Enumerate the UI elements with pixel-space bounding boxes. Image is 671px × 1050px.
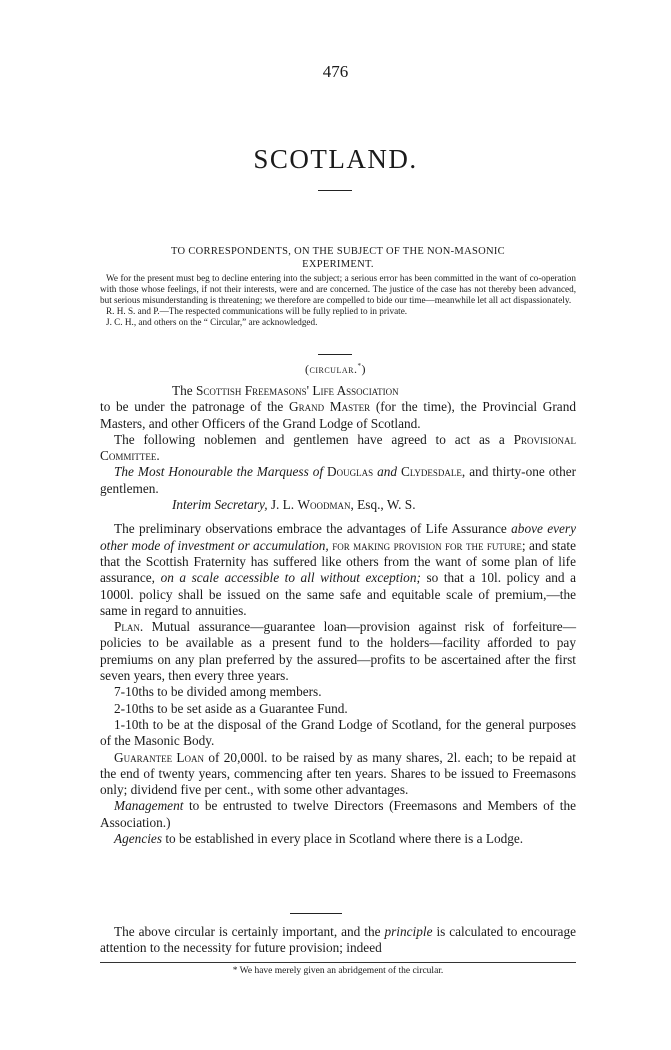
management-paragraph: Management to be entrusted to twelve Directors (Freemasons and Members of the Association.) xyxy=(100,798,576,830)
association-name: The Scottish Freemasons' Life Association xyxy=(172,383,399,398)
correspondents-reply: R. H. S. and P.—The respected communications will be fully replied to in private. xyxy=(106,306,408,316)
footnote-rule xyxy=(100,962,576,963)
committee-paragraph: The following noblemen and gentlemen have agreed to act as a Provisional Committee. xyxy=(100,431,576,464)
correspondents-paragraph: We for the present must beg to decline entering into the subject; a serious error has been committed in the want of co-operation with those whose feelings, if not their interests, were and are concerned. The justice of the case has not thereby been advanced, but serious misunderstanding is threatening; we therefore are compelled to bide our time—meanwhile let all act dispassionately. xyxy=(100,273,576,305)
correspondents-acknowledgement: J. C. H., and others on the “ Circular,” are acknowledged. xyxy=(106,317,318,327)
circular-label: (circular.*) xyxy=(305,362,366,376)
circular-body xyxy=(100,383,576,847)
profit-share-guarantee: 2-10ths to be set aside as a Guarantee Fund. xyxy=(114,700,348,716)
page-title: SCOTLAND. xyxy=(253,144,418,174)
patronage-paragraph: to be under the patronage of the Grand Master (for the time), the Provincial Grand Masters, and other Officers of the Grand Lodge of Scotland. xyxy=(100,399,576,431)
loan-paragraph: Guarantee Loan of 20,000l. to be raised by as many shares, 2l. each; to be repaid at the end of twenty years, commencing after ten years. Shares to be issued to Freemasons only; dividend five per cent., with some other advantages. xyxy=(100,749,577,798)
correspondents-heading-line2: EXPERIMENT. xyxy=(302,259,374,270)
marquess-paragraph: The Most Honourable the Marquess of Douglas and Clydesdale, and thirty-one other gentlemen. xyxy=(100,464,577,496)
profit-share-members: 7-10ths to be divided among members. xyxy=(114,684,322,700)
title-rule xyxy=(318,190,352,191)
section-rule xyxy=(318,354,352,355)
circular-end-rule xyxy=(290,913,342,914)
footnote-mark: * xyxy=(357,362,362,370)
agencies-paragraph: Agencies to be established in every place in Scotland where there is a Lodge. xyxy=(114,831,524,847)
correspondents-notes xyxy=(100,273,576,328)
secretary-line: Interim Secretary, J. L. Woodman, Esq., W. S. xyxy=(172,497,416,513)
page-number: 476 xyxy=(322,62,349,81)
correspondents-heading xyxy=(100,245,576,271)
plan-paragraph: Plan. Mutual assurance—guarantee loan—provision against risk of forfeiture—policies to be available as a present fund to the holders—facility afforded to pay premiums on any plan preferred by the assured—profits to be ascertained after the first seven years, then every three years. xyxy=(100,619,576,684)
preliminary-paragraph: The preliminary observations embrace the advantages of Life Assurance above every other mode of investment or accumulation, for making provision for the future; and state that the Scottish Fraternity has suffered like others from the want of some plan of life assurance, on a scale accessible to all without exception; so that a 10l. policy and a 1000l. policy shall be issued on the same safe and equitable scale of premium,—the same in regard to annuities. xyxy=(100,521,577,618)
closing-paragraph: The above circular is certainly important, and the principle is calculated to encourage attention to the necessity for future provision; indeed xyxy=(100,924,577,956)
footnote: * We have merely given an abridgement of the circular. xyxy=(232,966,444,976)
correspondents-heading-line1: TO CORRESPONDENTS, ON THE SUBJECT OF THE NON-MASONIC xyxy=(171,246,505,257)
profit-share-grand-lodge: 1-10th to be at the disposal of the Grand Lodge of Scotland, for the general purposes of the Masonic Body. xyxy=(100,716,576,749)
